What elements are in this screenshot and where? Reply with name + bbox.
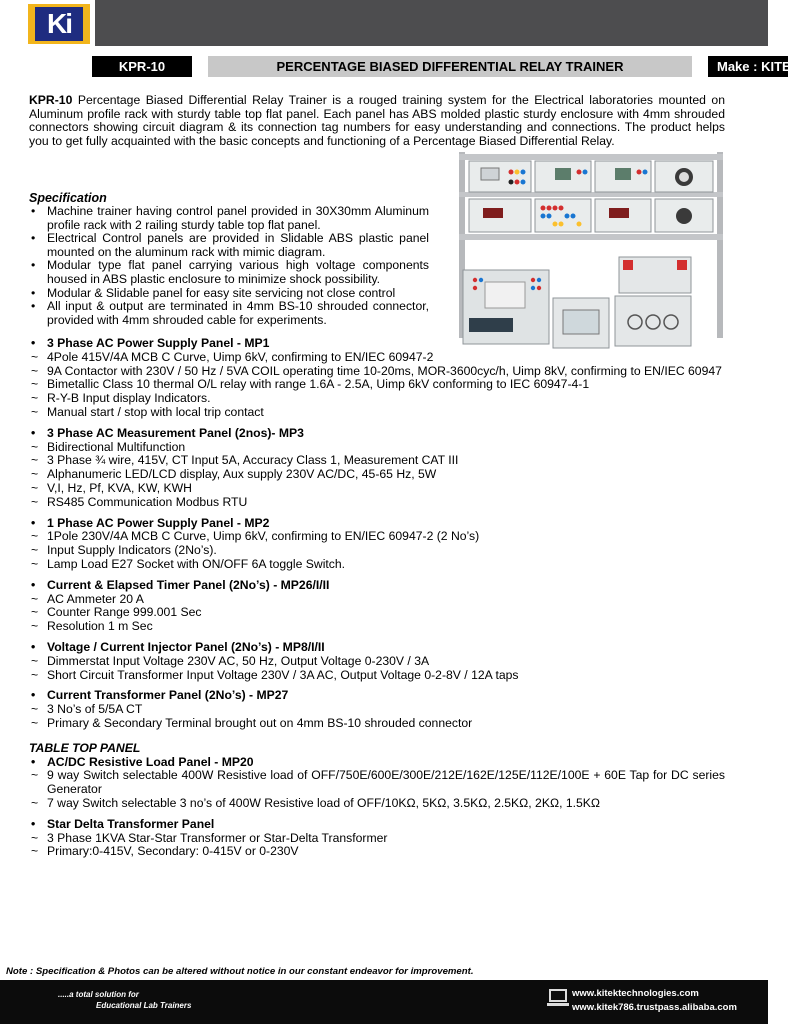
website-link[interactable]: www.kitektechnologies.com [572, 988, 699, 999]
title-row [0, 56, 800, 78]
make-label: Make : KITEK [708, 56, 788, 77]
section-item: ~ R-Y-B Input display Indicators. [29, 392, 725, 406]
section-item: ~ 3 Phase 1KVA Star-Star Transformer or Star-Delta Transformer [29, 832, 725, 846]
product-code: KPR-10 [92, 56, 192, 77]
section-title: • 3 Phase AC Measurement Panel (2nos)- MP3 [29, 427, 725, 441]
spec-item: • Electrical Control panels are provided in Slidable ABS plastic panel mounted on the aluminum rack with mimic diagram. [29, 232, 429, 259]
section-item: ~ Bimetallic Class 10 thermal O/L relay with range 1.6A - 2.5A, Uimp 6kV conforming to IEC 60947-4-1 [29, 378, 725, 392]
spec-item: • Machine trainer having control panel provided in 30X30mm Aluminum profile rack with 2 railing sturdy table top flat panel. [29, 205, 429, 232]
section-item: ~ RS485 Communication Modbus RTU [29, 496, 725, 510]
specification-heading: Specification [29, 191, 107, 205]
section-title: • 1 Phase AC Power Supply Panel - MP2 [29, 517, 725, 531]
specification-list [29, 205, 429, 327]
section-item: ~ 9 way Switch selectable 400W Resistive load of OFF/750E/600E/300E/212E/162E/125E/112E/100E + 60E Tap for DC series Generator [29, 769, 725, 797]
section-item: ~ Counter Range 999.001 Sec [29, 606, 725, 620]
section-mp1 [29, 337, 725, 420]
product-photo [455, 152, 727, 354]
section-mp20 [29, 756, 725, 811]
intro-paragraph [29, 94, 725, 148]
component-sections [29, 337, 725, 866]
section-item: ~ 4Pole 415V/4A MCB C Curve, Uimp 6kV, confirming to EN/IEC 60947-2 [29, 351, 725, 365]
section-title: • Current & Elapsed Timer Panel (2No’s) - MP26/I/II [29, 579, 725, 593]
section-star-delta [29, 818, 725, 859]
section-item: ~ Manual start / stop with local trip contact [29, 406, 725, 420]
section-title: • Current Transformer Panel (2No’s) - MP27 [29, 689, 725, 703]
intro-text: Percentage Biased Differential Relay Trainer is a rouged training system for the Electrical laboratories mounted on Aluminum profile rack with sturdy table top flat panel. Each panel has ABS molded plastic sturdy enclosure with 4mm shrouded connectors showing circuit diagram & its connection tag numbers for easy understanding and connections. The product helps you to get fully acquainted with the basic concepts and functioning of a Percentage Biased Differential Relay. [29, 93, 725, 148]
footer-bar [0, 980, 768, 1024]
spec-item: • Modular type flat panel carrying various high voltage components housed in ABS plastic enclosure to minimize shock possibility. [29, 259, 429, 286]
section-item: ~ AC Ammeter 20 A [29, 593, 725, 607]
logo-text: Ki [35, 7, 83, 41]
product-title: PERCENTAGE BIASED DIFFERENTIAL RELAY TRAINER [208, 56, 692, 77]
section-item: ~ V,I, Hz, Pf, KVA, KW, KWH [29, 482, 725, 496]
header-bar [0, 0, 768, 46]
footer-tagline-2: Educational Lab Trainers [96, 1001, 192, 1010]
section-item: ~ 1Pole 230V/4A MCB C Curve, Uimp 6kV, confirming to EN/IEC 60947-2 (2 No’s) [29, 530, 725, 544]
section-item: ~ Bidirectional Multifunction [29, 441, 725, 455]
section-title: • Voltage / Current Injector Panel (2No’s) - MP8/I/II [29, 641, 725, 655]
spec-item: • All input & output are terminated in 4mm BS-10 shrouded connector, provided with 4mm shrouded cable for experiments. [29, 300, 429, 327]
section-mp27 [29, 689, 725, 730]
footer-tagline-1: .....a total solution for [58, 990, 139, 999]
section-item: ~ 3 Phase ¾ wire, 415V, CT Input 5A, Accuracy Class 1, Measurement CAT III [29, 454, 725, 468]
alibaba-link[interactable]: www.kitek786.trustpass.alibaba.com [572, 1002, 737, 1013]
section-mp3 [29, 427, 725, 510]
section-item: ~ Dimmerstat Input Voltage 230V AC, 50 Hz, Output Voltage 0-230V / 3A [29, 655, 725, 669]
intro-lead: KPR-10 [29, 93, 73, 107]
logo-badge [28, 4, 90, 44]
section-item: ~ Primary:0-415V, Secondary: 0-415V or 0-230V [29, 845, 725, 859]
section-item: ~ Input Supply Indicators (2No’s). [29, 544, 725, 558]
section-item: ~ Lamp Load E27 Socket with ON/OFF 6A toggle Switch. [29, 558, 725, 572]
section-title: • 3 Phase AC Power Supply Panel - MP1 [29, 337, 725, 351]
laptop-icon [549, 989, 567, 1002]
table-top-heading: TABLE TOP PANEL [29, 740, 141, 755]
section-item: ~ 9A Contactor with 230V / 50 Hz / 5VA COIL operating time 10-20ms, MOR-3600cyc/h, Uimp 8kV, confirming to EN/IEC 60947 [29, 365, 725, 379]
section-mp8 [29, 641, 725, 682]
section-item: ~ 3 No’s of 5/5A CT [29, 703, 725, 717]
section-item: ~ Alphanumeric LED/LCD display, Aux supply 230V AC/DC, 45-65 Hz, 5W [29, 468, 725, 482]
section-item: ~ 7 way Switch selectable 3 no’s of 400W Resistive load of OFF/10KΩ, 5KΩ, 3.5KΩ, 2.5KΩ, 2KΩ, 1.5KΩ [29, 797, 725, 811]
company-logo[interactable] [0, 0, 95, 46]
section-mp26 [29, 579, 725, 634]
disclaimer-note: Note : Specification & Photos can be altered without notice in our constant endeavor for improvement. [6, 966, 474, 977]
section-mp2 [29, 517, 725, 572]
section-item: ~ Primary & Secondary Terminal brought out on 4mm BS-10 shrouded connector [29, 717, 725, 731]
section-item: ~ Resolution 1 m Sec [29, 620, 725, 634]
section-item: ~ Short Circuit Transformer Input Voltage 230V / 3A AC, Output Voltage 0-2-8V / 12A taps [29, 669, 725, 683]
section-title: • AC/DC Resistive Load Panel - MP20 [29, 756, 725, 770]
section-title: • Star Delta Transformer Panel [29, 818, 725, 832]
spec-item: • Modular & Slidable panel for easy site servicing not close control [29, 287, 429, 301]
